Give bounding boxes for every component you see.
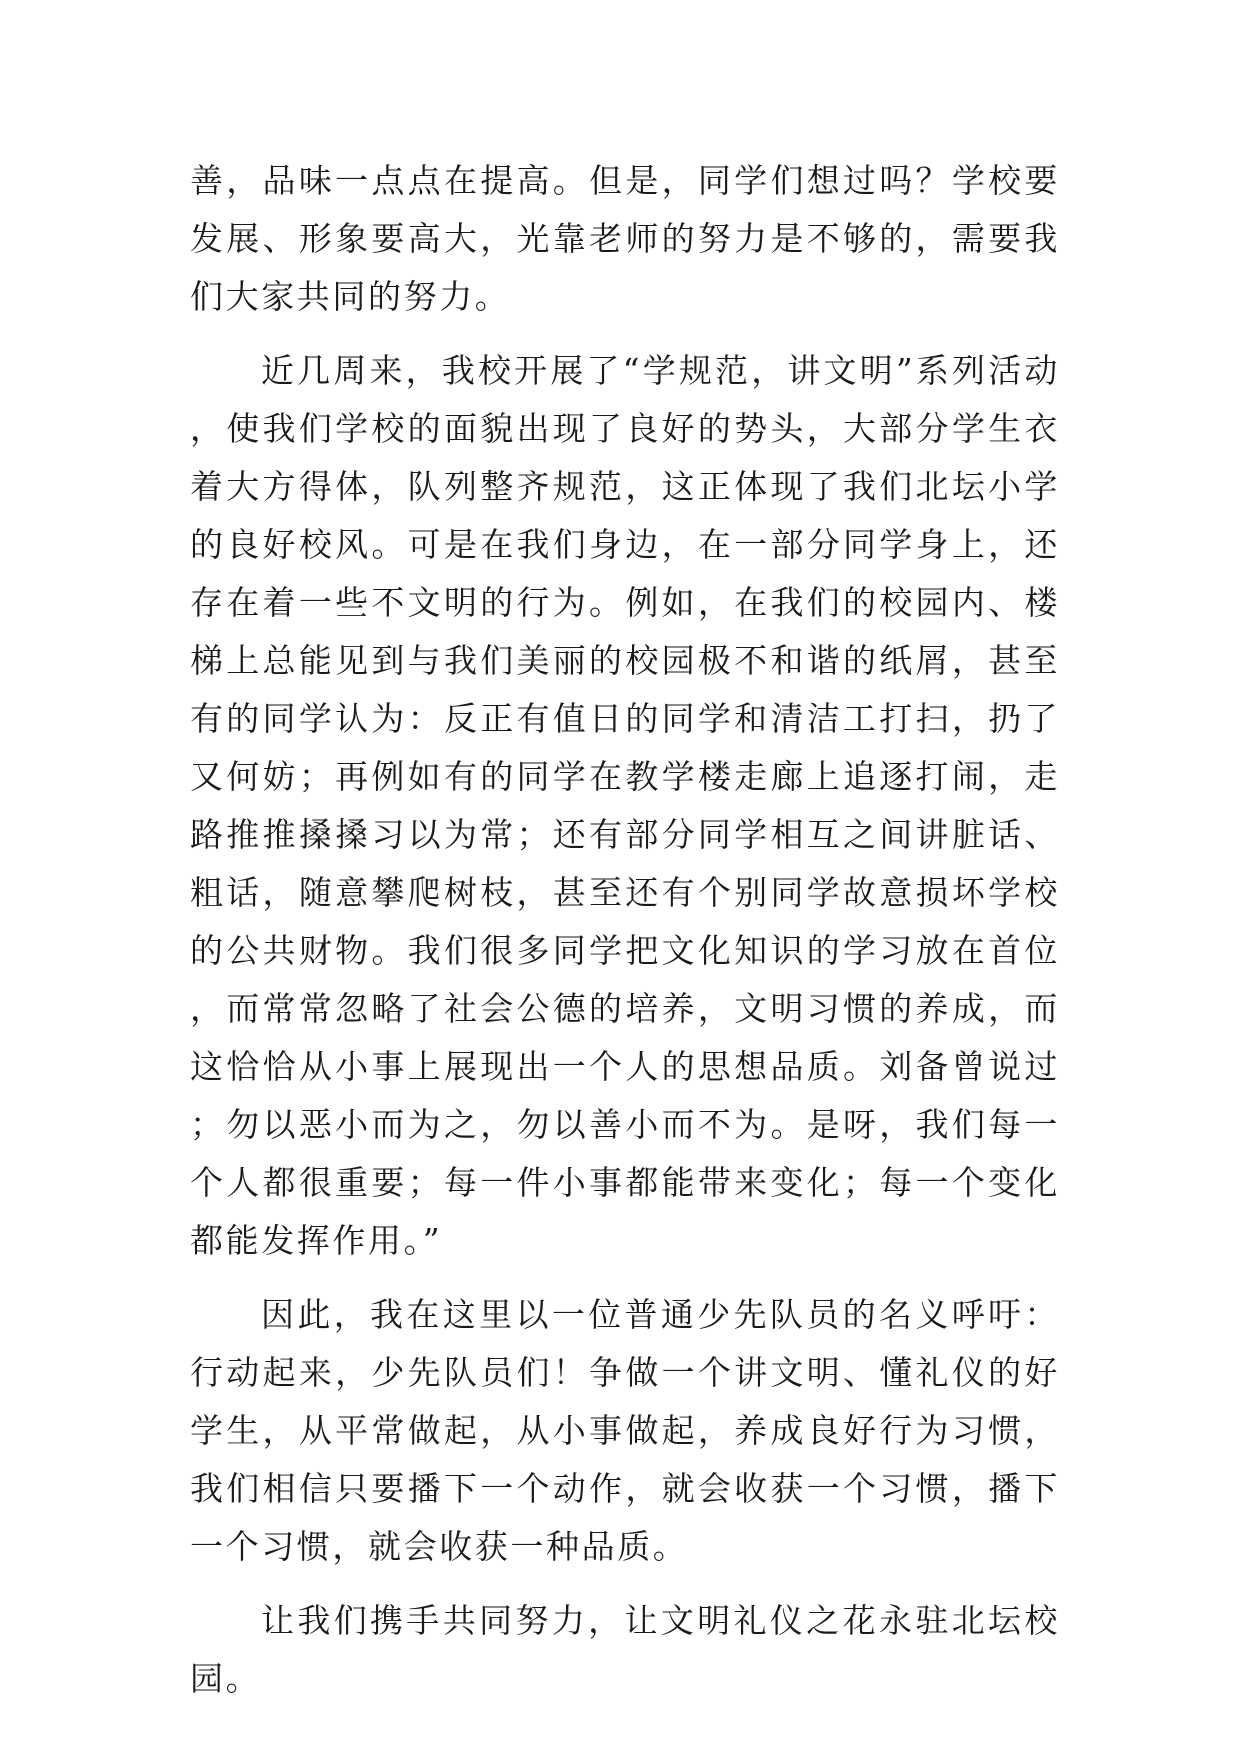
paragraph-continuation: 善，品味一点点在提高。但是，同学们想过吗？学校要发展、形象要高大，光靠老师的努力是不够的，需要我们大家共同的努力。 <box>190 161 1060 316</box>
paragraph-appeal: 因此，我在这里以一位普通少先队员的名义呼吁：行动起来，少先队员们！争做一个讲文明、懂礼仪的好学生，从平常做起，从小事做起，养成良好行为习惯，我们相信只要播下一个动作，就会收获一个习惯，播下一个习惯，就会收获一种品质。 <box>190 1295 1060 1566</box>
document-body <box>190 152 1060 1708</box>
paragraph-closing: 让我们携手共同努力，让文明礼仪之花永驻北坛校园。 <box>190 1601 1060 1698</box>
paragraph-activities: 近几周来，我校开展了“学规范，讲文明”系列活动，使我们学校的面貌出现了良好的势头，大部分学生衣着大方得体，队列整齐规范，这正体现了我们北坛小学的良好校风。可是在我们身边，在一部分同学身上，还存在着一些不文明的行为。例如，在我们的校园内、楼梯上总能见到与我们美丽的校园极不和谐的纸屑，甚至有的同学认为：反正有值日的同学和清洁工打扫，扔了又何妨；再例如有的同学在教学楼走廊上追逐打闹，走路推推搡搡习以为常；还有部分同学相互之间讲脏话、粗话，随意攀爬树枝，甚至还有个别同学故意损坏学校的公共财物。我们很多同学把文化知识的学习放在首位，而常常忽略了社会公德的培养，文明习惯的养成，而这恰恰从小事上展现出一个人的思想品质。刘备曾说过；勿以恶小而为之，勿以善小而不为。是呀，我们每一个人都很重要；每一件小事都能带来变化；每一个变化都能发挥作用。” <box>190 351 1060 1260</box>
